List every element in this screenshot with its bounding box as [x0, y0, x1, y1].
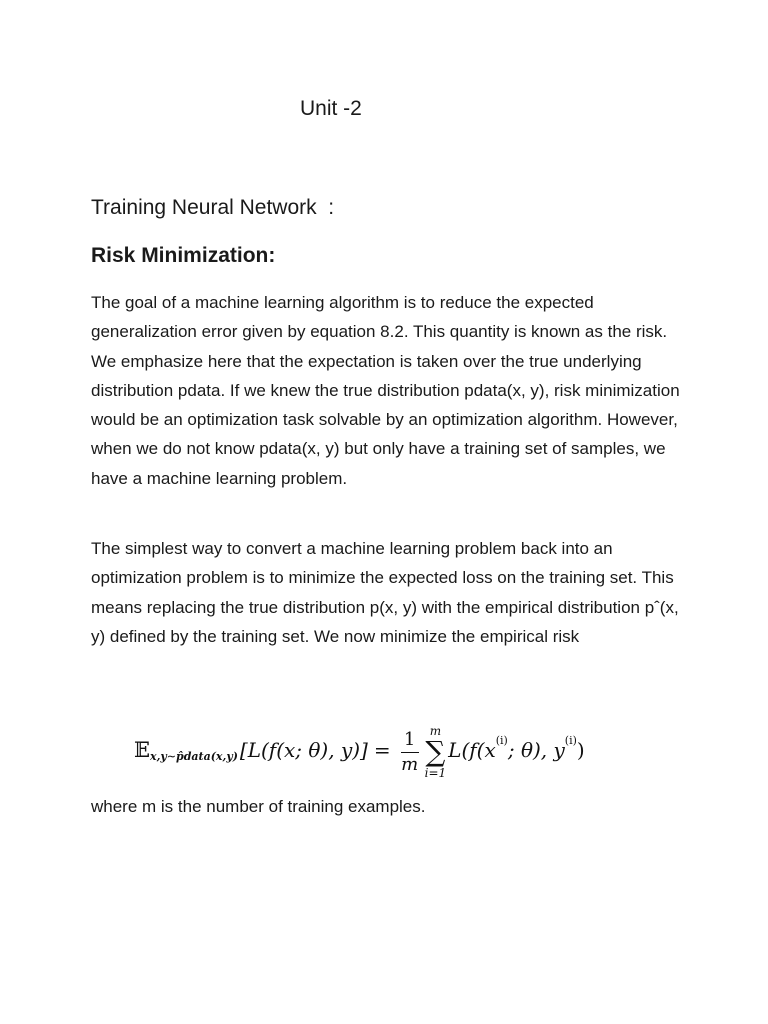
equation-rhs-superscript-2: (i) — [564, 734, 577, 747]
equation-rhs-part-2: ; θ), y — [507, 738, 565, 762]
fraction-bar — [401, 752, 419, 753]
paragraph-empirical-risk: The simplest way to convert a machine learning problem back into an optimization problem is to minimize the expected loss on the training set. This means replacing the true distribution p(x, y) with the empirical distribution pˆ(x, y) defined by the training set. We now minimize the empirical risk — [91, 539, 679, 646]
equation-lhs-body: [L(f(x; θ), y)] — [239, 738, 368, 762]
equation-rhs-part-3: ) — [576, 738, 585, 762]
equation-equals: = — [373, 738, 391, 762]
section-title: Training Neural Network : — [91, 196, 335, 219]
sum-symbol: ∑ — [425, 735, 446, 768]
equation-rhs-superscript-1: (i) — [495, 734, 508, 747]
empirical-risk-equation — [134, 700, 634, 780]
unit-title: Unit -2 — [300, 97, 362, 120]
paragraph-m-definition: where m is the number of training examples. — [91, 797, 426, 816]
sum-upper-limit: m — [429, 724, 442, 738]
expectation-symbol: 𝔼 — [134, 738, 151, 762]
fraction-denominator: m — [401, 753, 419, 775]
paragraph-risk-definition: The goal of a machine learning algorithm is to reduce the expected generalization error given by equation 8.2. This quantity is known as the risk. We emphasize here that the expectation is taken over the true underlying distribution pdata. If we knew the true distribution pdata(x, y), risk minimization would be an optimization task solvable by an optimization algorithm. However, when we do not know pdata(x, y) but only have a training set of samples, we have a machine learning problem. — [91, 293, 680, 488]
equation-fraction — [401, 730, 419, 775]
summation — [425, 724, 447, 780]
expectation-subscript: x,y∼p̂data(x,y) — [150, 750, 238, 763]
sum-lower-limit: i=1 — [424, 766, 447, 780]
fraction-numerator: 1 — [403, 728, 416, 750]
equation-rhs-part-1: L(f(x — [448, 738, 496, 762]
subsection-title: Risk Minimization: — [91, 244, 276, 267]
